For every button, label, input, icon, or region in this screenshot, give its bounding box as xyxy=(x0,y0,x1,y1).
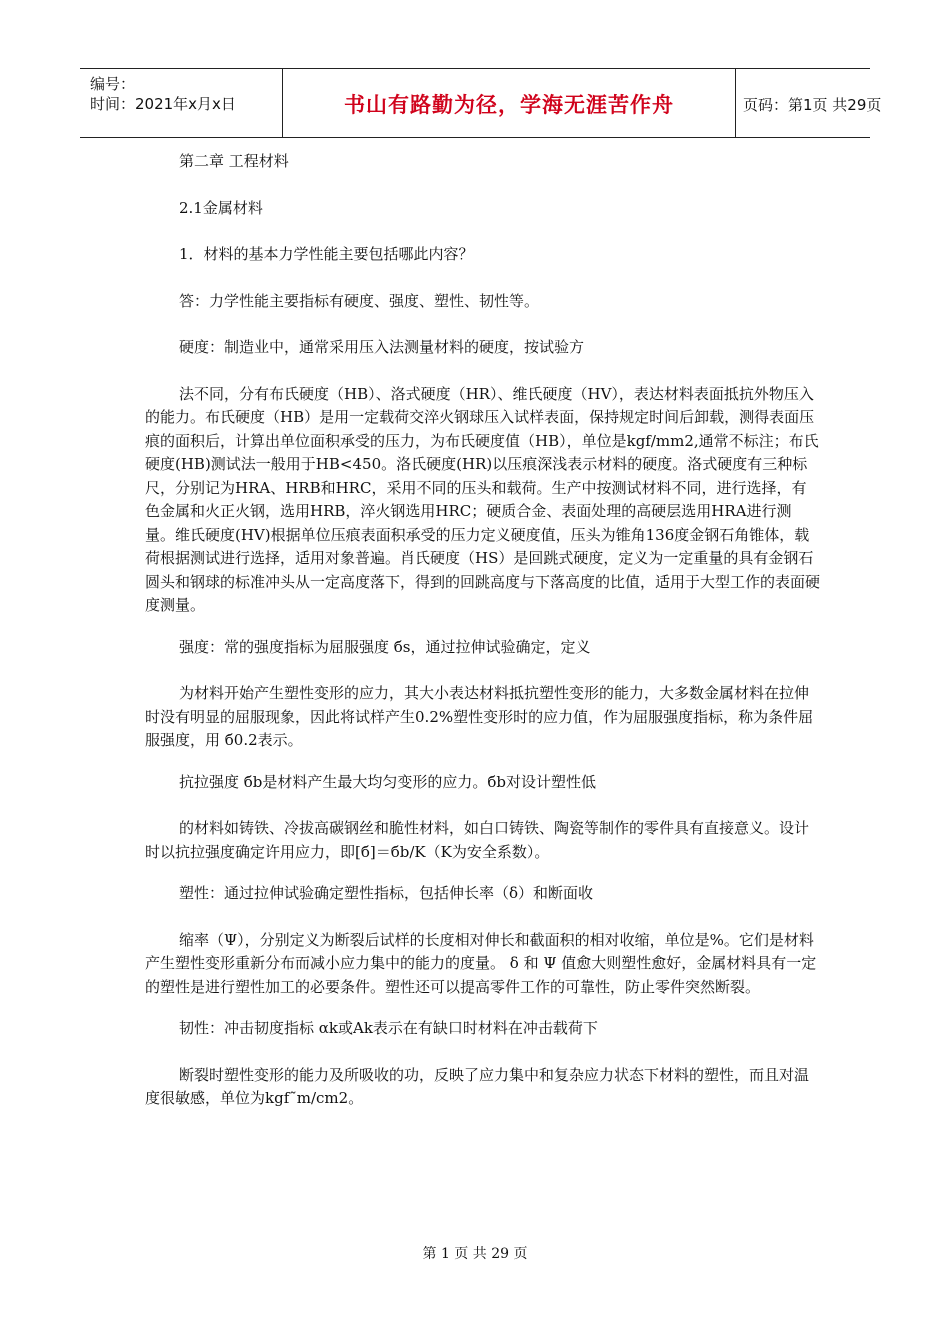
document-date-label: 时间：2021年x月x日 xyxy=(90,95,236,113)
toughness-lead: 韧性：冲击韧度指标 αk或Ak表示在有缺口时材料在冲击载荷下 xyxy=(179,1019,598,1037)
chapter-title: 第二章 工程材料 xyxy=(179,152,289,170)
answer-1: 答：力学性能主要指标有硬度、强度、塑性、韧性等。 xyxy=(179,291,540,310)
document-body xyxy=(145,150,820,1111)
header-motto-cell xyxy=(282,69,736,137)
tensile-lead: 抗拉强度 бb是材料产生最大均匀变形的应力。бb对设计塑性低 xyxy=(179,772,597,791)
document-number-label: 编号： xyxy=(90,75,136,93)
toughness-body: 断裂时塑性变形的能力及所吸收的功，反映了应力集中和复杂应力状态下材料的塑性，而且对温度很敏感，单位为kgf˜m/cm2。 xyxy=(145,1065,810,1107)
header-meta xyxy=(80,69,282,137)
header-page-cell xyxy=(735,69,882,137)
tensile-body: 的材料如铸铁、冷拔高碳钢丝和脆性材料，如白口铸铁、陶瓷等制作的零件具有直接意义。设计时以抗拉强度确定许用应力，即[б]＝бb/K（K为安全系数）。 xyxy=(145,819,810,861)
hardness-lead: 硬度：制造业中，通常采用压入法测量材料的硬度，按试验方 xyxy=(179,338,585,356)
section-title: 2.1金属材料 xyxy=(179,198,263,217)
header-page-number: 页码：第1页 共29页 xyxy=(743,96,882,114)
page-footer: 第 1 页 共 29 页 xyxy=(422,1246,528,1262)
header-motto: 书山有路勤为径，学海无涯苦作舟 xyxy=(344,93,674,117)
plasticity-body: 缩率（Ψ），分别定义为断裂后试样的长度相对伸长和截面积的相对收缩，单位是%。它们是材料产生塑性变形重新分布而减小应力集中的能力的度量。 δ 和 Ψ 值愈大则塑性愈好，金属材料具有一定的塑性是进行塑性加工的必要条件。塑性还可以提高零件工作的可靠性，防止零件突然断裂。 xyxy=(145,930,817,996)
page-header xyxy=(80,68,882,138)
strength-body: 为材料开始产生塑性变形的应力，其大小表达材料抵抗塑性变形的能力，大多数金属材料在拉伸时没有明显的屈服现象，因此将试样产生0.2%塑性变形时的应力值，作为屈服强度指标，称为条件屈服强度，用 б0.2表示。 xyxy=(145,684,814,749)
strength-lead: 强度：常的强度指标为屈服强度 бs，通过拉伸试验确定，定义 xyxy=(179,637,591,656)
question-1: 1．材料的基本力学性能主要包括哪此内容？ xyxy=(179,245,474,263)
plasticity-lead: 塑性：通过拉伸试验确定塑性指标，包括伸长率（δ）和断面收 xyxy=(179,884,594,902)
hardness-body: 法不同，分有布氏硬度（HB）、洛式硬度（HR）、维氏硬度（HV），表达材料表面抵抗外物压入的能力。布氏硬度（HB）是用一定载荷交淬火钢球压入试样表面，保持规定时间后卸载，测得表面压痕的面积后，计算出单位面积承受的压力，为布氏硬度值（HB），单位是kgf/mm2,通常不标注；布氏硬度(HB)测试法一般用于HB<450。洛氏硬度(HR)以压痕深浅表示材料的硬度。洛式硬度有三种标尺，分别记为HRA、HRB和HRC，采用不同的压头和载荷。生产中按测试材料不同，进行选择，有色金属和火正火钢，选用HRB，淬火钢选用HRC；硬质合金、表面处理的高硬层选用HRA进行测量。维氏硬度(HV)根据单位压痕表面积承受的压力定义硬度值，压头为锥角136度金钢石角锥体，载荷根据测试进行选择，适用对象普遍。肖氏硬度（HS）是回跳式硬度，定义为一定重量的具有金钢石圆头和钢球的标准冲头从一定高度落下，得到的回跳高度与下落高度的比值，适用于大型工作的表面硬度测量。 xyxy=(145,384,821,614)
